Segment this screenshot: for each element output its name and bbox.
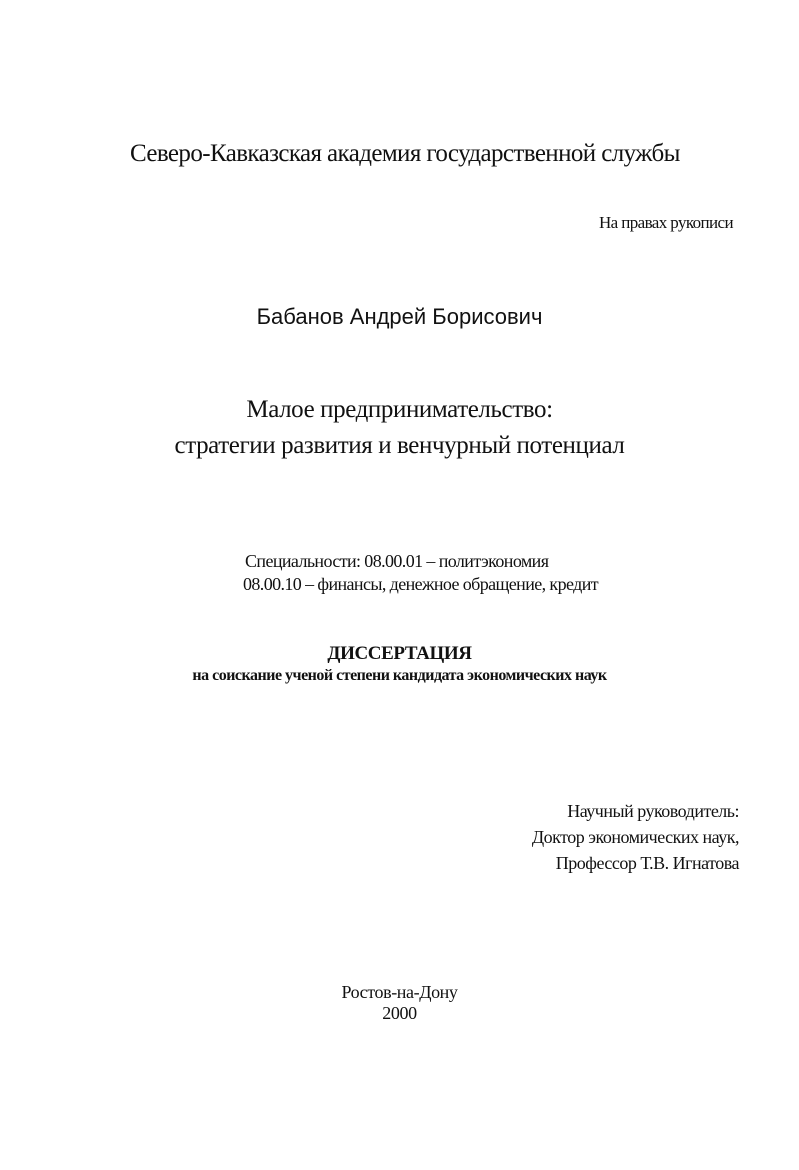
supervisor-degree: Доктор экономических наук, <box>531 827 739 847</box>
specialty-line-2: 08.00.10 – финансы, денежное обращение, кредит <box>243 574 598 594</box>
author-name: Бабанов Андрей Борисович <box>256 304 543 329</box>
manuscript-note: На правах рукописи <box>598 213 733 232</box>
supervisor-label: Научный руководитель: <box>567 801 739 821</box>
city: Ростов-на-Дону <box>341 982 458 1002</box>
degree-line: на соискание ученой степени кандидата экономических наук <box>192 667 607 684</box>
dissertation-title-line-2: стратегии развития и венчурный потенциал <box>174 432 625 459</box>
year: 2000 <box>382 1003 417 1023</box>
work-type-heading: ДИССЕРТАЦИЯ <box>327 643 472 664</box>
dissertation-title-line-1: Малое предпринимательство: <box>246 396 553 423</box>
specialty-line-1: Специальности: 08.00.01 – политэкономия <box>245 551 549 571</box>
institution-name: Северо-Кавказская академия государственной службы <box>130 140 680 167</box>
supervisor-block <box>532 798 739 876</box>
supervisor-name: Профессор Т.В. Игнатова <box>555 853 739 873</box>
